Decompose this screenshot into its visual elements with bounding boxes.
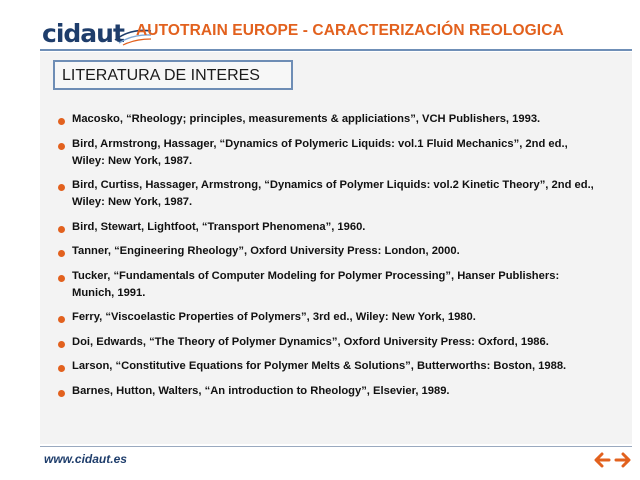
reference-item [58,177,628,211]
reference-text: Bird, Stewart, Lightfoot, “Transport Phenomena”, 1960. [72,220,366,233]
reference-item [58,309,628,326]
bullet-icon [58,316,65,323]
reference-item [58,268,628,302]
bullet-icon [58,275,65,282]
header-divider [40,49,632,51]
reference-item [58,111,628,128]
footer-divider [40,446,632,447]
reference-text-continued: Wiley: New York, 1987. [72,154,193,167]
reference-text: Barnes, Hutton, Walters, “An introduction to Rheology”, Elsevier, 1989. [72,384,450,397]
reference-item [58,219,628,236]
reference-text-continued: Wiley: New York, 1987. [72,196,193,208]
reference-item [58,136,628,170]
reference-text: Larson, “Constitutive Equations for Polymer Melts & Solutions”, Butterworths: Boston, 1988. [72,360,567,372]
slide-title: AUTOTRAIN EUROPE - CARACTERIZACIÓN REOLOGICA [136,22,564,39]
bullet-icon [58,143,65,150]
reference-text-continued: Munich, 1991. [72,286,146,299]
bullet-icon [58,118,65,125]
arrow-right-icon[interactable] [614,452,632,468]
reference-item [58,383,628,400]
bullet-icon [58,250,65,257]
reference-item [58,358,628,375]
reference-text: Bird, Curtiss, Hassager, Armstrong, “Dynamics of Polymer Liquids: vol.2 Kinetic Theory”, 2nd ed., [72,179,594,191]
arrow-left-icon[interactable] [593,452,611,468]
reference-item [58,243,628,260]
footer-website-link[interactable]: www.cidaut.es [44,452,127,466]
reference-item [58,334,628,351]
bullet-icon [58,184,65,191]
references-list [58,111,628,407]
reference-text: Bird, Armstrong, Hassager, “Dynamics of Polymeric Liquids: vol.1 Fluid Mechanics”, 2nd ed., [72,137,568,150]
cidaut-logo: cidaut [42,19,124,48]
reference-text: Macosko, “Rheology; principles, measurements & appliciations”, VCH Publishers, 1993. [72,113,541,125]
section-heading: LITERATURA DE INTERES [62,67,260,84]
bullet-icon [58,341,65,348]
bullet-icon [58,390,65,397]
reference-text: Doi, Edwards, “The Theory of Polymer Dynamics”, Oxford University Press: Oxford, 1986. [72,335,549,348]
reference-text: Tucker, “Fundamentals of Computer Modeling for Polymer Processing”, Hanser Publishers: [72,269,560,282]
bullet-icon [58,365,65,372]
section-heading-box [53,60,293,90]
reference-text: Ferry, “Viscoelastic Properties of Polymers”, 3rd ed., Wiley: New York, 1980. [72,311,476,323]
reference-text: Tanner, “Engineering Rheology”, Oxford University Press: London, 2000. [72,245,460,257]
bullet-icon [58,226,65,233]
